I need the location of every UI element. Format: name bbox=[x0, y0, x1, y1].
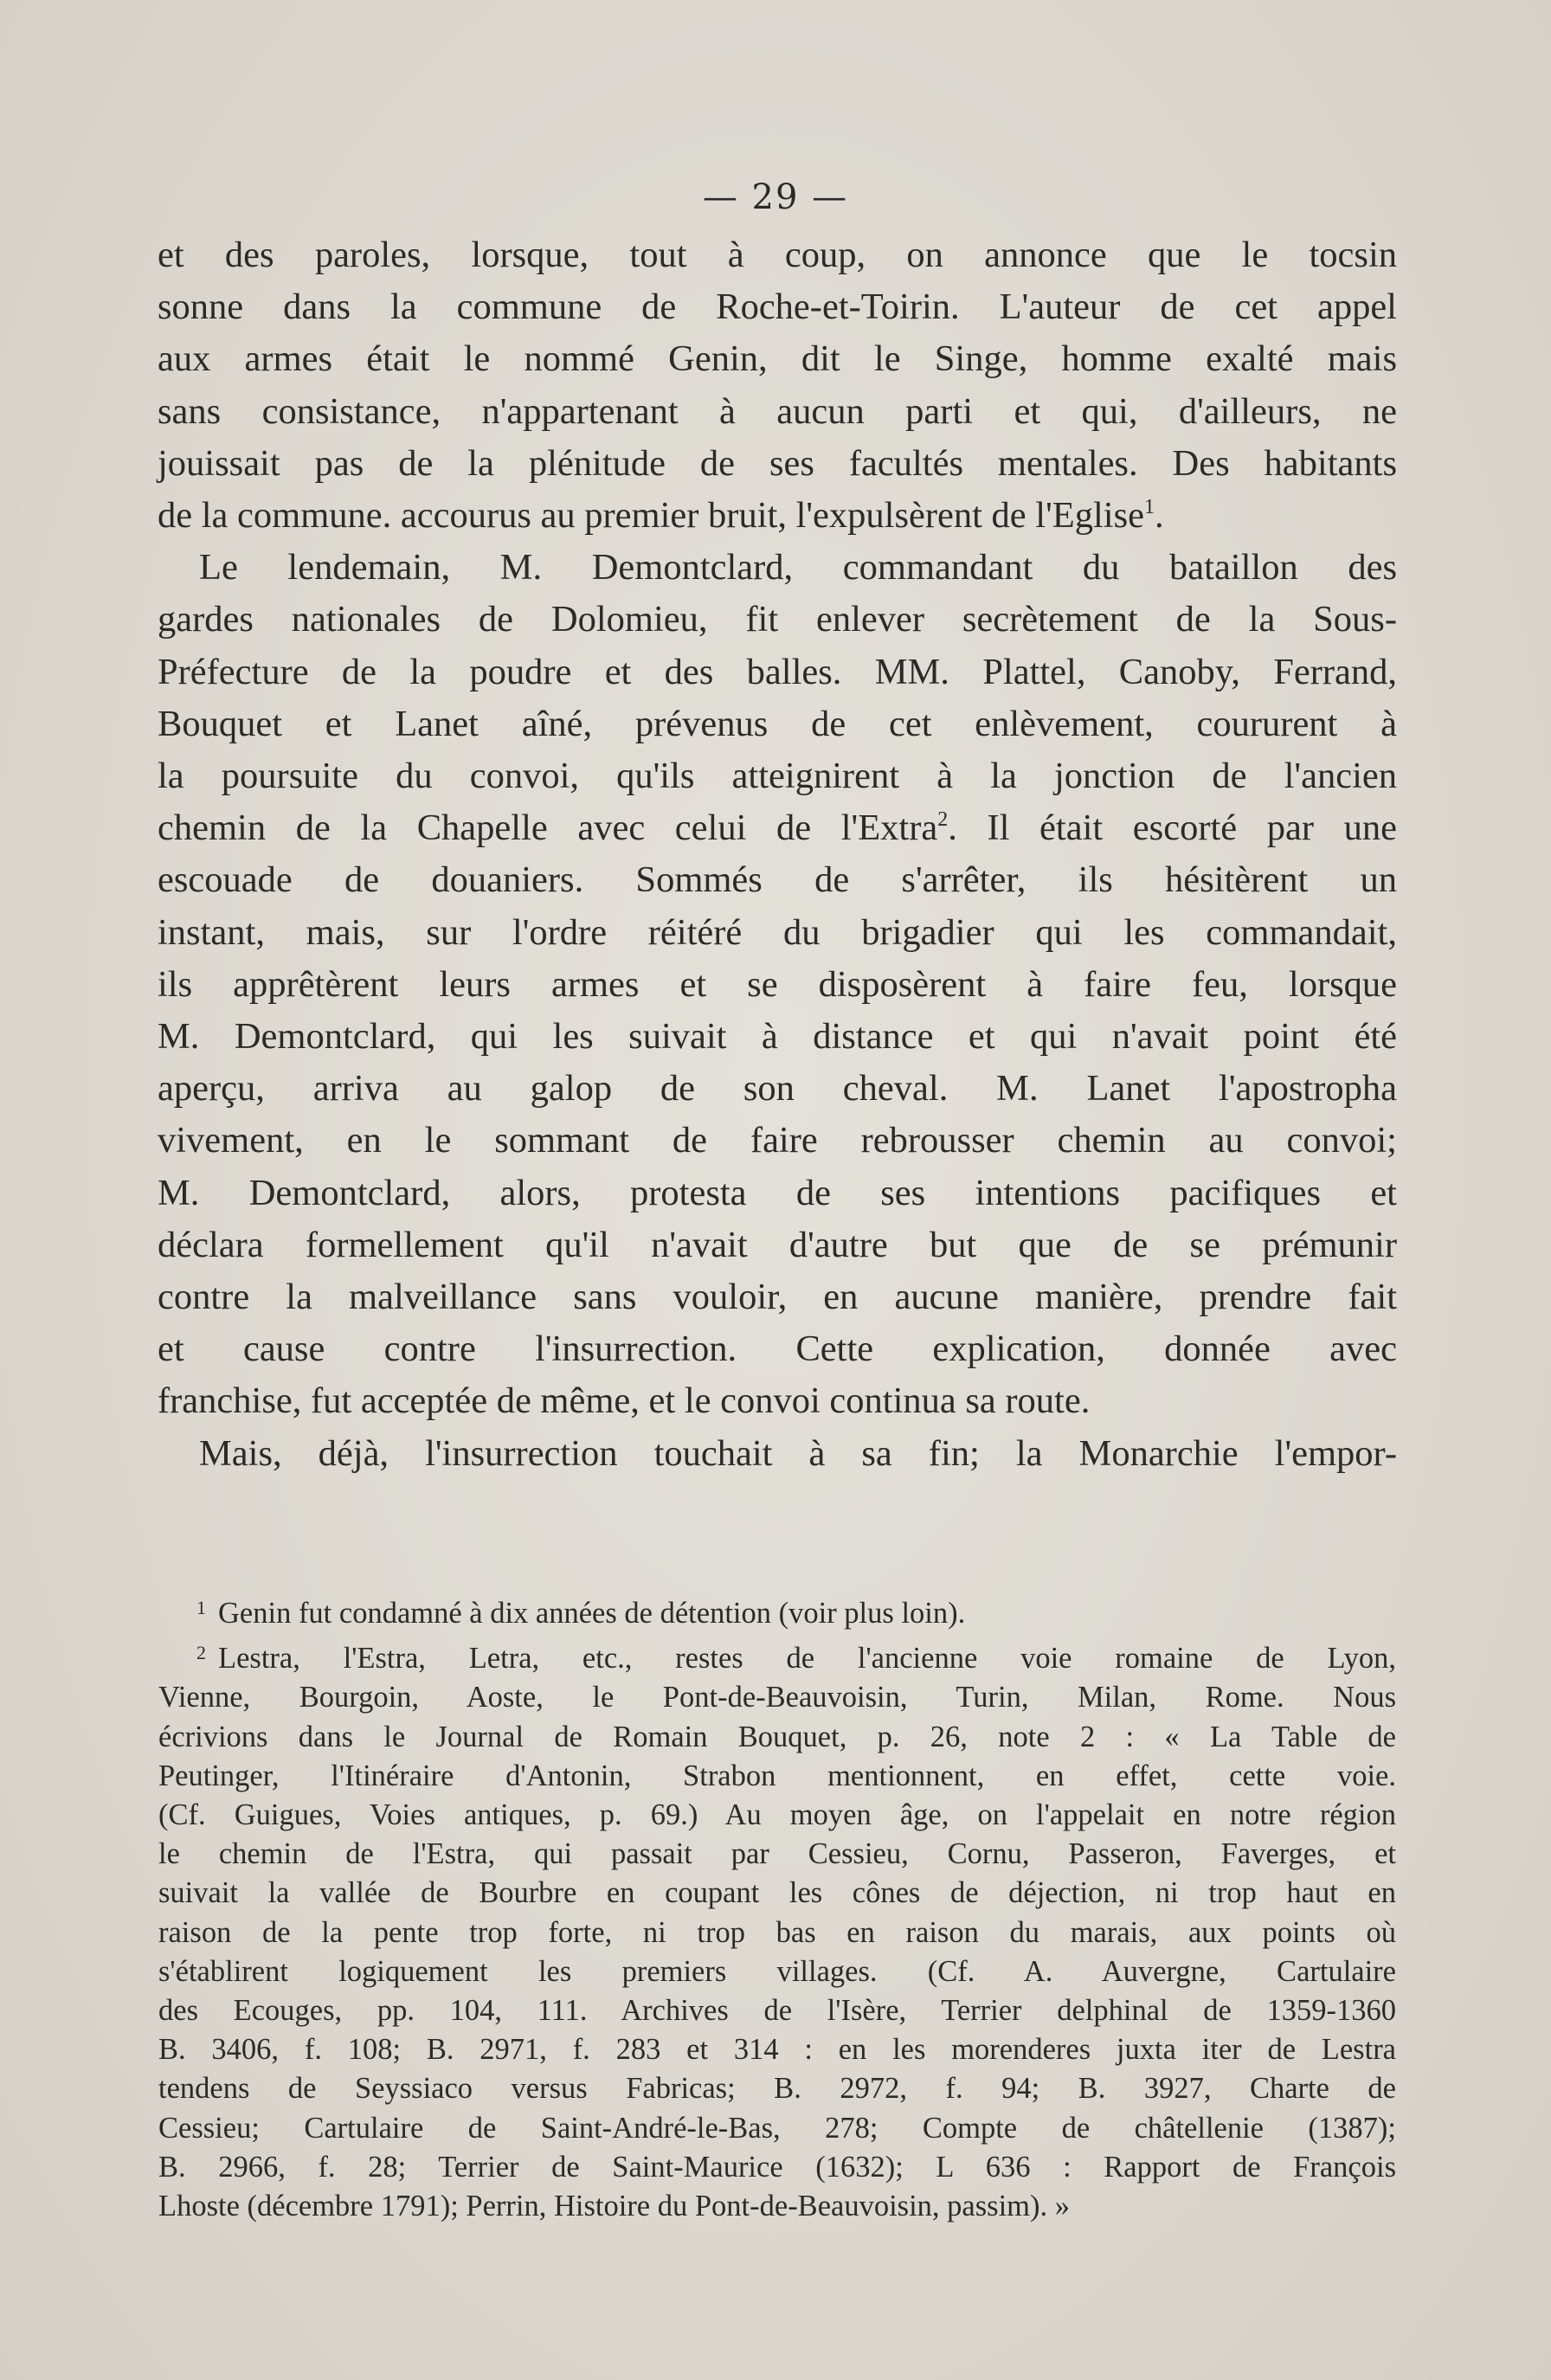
text-line: déclara formellement qu'il n'avait d'autre but que de se prémunir bbox=[158, 1224, 1397, 1265]
footnote-ref-1: 1 bbox=[1144, 496, 1155, 519]
text-line: aux armes était le nommé Genin, dit le Singe, homme exalté mais bbox=[158, 338, 1397, 380]
footnote-2-line: s'établirent logiquement les premiers villages. (Cf. A. Auvergne, Cartulaire bbox=[158, 1954, 1396, 1988]
text-line: la poursuite du convoi, qu'ils atteignirent à la jonction de l'ancien bbox=[158, 756, 1397, 797]
footnote-ref-2: 2 bbox=[937, 808, 949, 832]
text-line: sonne dans la commune de Roche-et-Toirin. L'auteur de cet appel bbox=[158, 286, 1397, 328]
text-line: de la commune. accourus au premier bruit, l'expulsèrent de l'Eglise$^1$. bbox=[158, 495, 1164, 537]
text-line: franchise, fut acceptée de même, et le convoi continua sa route. bbox=[158, 1380, 1091, 1422]
footnote-2-line: (Cf. Guigues, Voies antiques, p. 69.) Au moyen âge, on l'appelait en notre région bbox=[158, 1798, 1396, 1832]
footnote-2-line: suivait la vallée de Bourbre en coupant les cônes de déjection, ni trop haut en bbox=[158, 1876, 1396, 1910]
text-line bbox=[158, 802, 1397, 854]
text-line-content: de la commune. accourus au premier bruit, l'expulsèrent de l'Eglise bbox=[158, 495, 1144, 537]
footnote-2-line bbox=[158, 1633, 1396, 1678]
footnotes bbox=[158, 1588, 1396, 2226]
text-line: escouade de douaniers. Sommés de s'arrêter, ils hésitèrent un bbox=[158, 859, 1397, 901]
footnote-2-line: Peutinger, l'Itinéraire d'Antonin, Strabon mentionnent, en effet, cette voie. bbox=[158, 1759, 1396, 1792]
text-line: contre la malveillance sans vouloir, en aucune manière, prendre fait bbox=[158, 1277, 1397, 1318]
footnote-2-line: Vienne, Bourgoin, Aoste, le Pont-de-Beauvoisin, Turin, Milan, Rome. Nous bbox=[158, 1681, 1396, 1714]
text-line: sans consistance, n'appartenant à aucun parti et qui, d'ailleurs, ne bbox=[158, 390, 1397, 432]
footnote-2-line: le chemin de l'Estra, qui passait par Cessieu, Cornu, Passeron, Faverges, et bbox=[158, 1837, 1396, 1871]
page-number: — 29 — bbox=[702, 177, 849, 217]
text-line: Préfecture de la poudre et des balles. MM. Plattel, Canoby, Ferrand, bbox=[158, 651, 1397, 692]
text-line: M. Demontclard, qui les suivait à distance et qui n'avait point été bbox=[158, 1016, 1397, 1058]
text-line: vivement, en le sommant de faire rebrousser chemin au convoi; bbox=[158, 1120, 1397, 1161]
text-line: et cause contre l'insurrection. Cette explication, donnée avec bbox=[158, 1328, 1397, 1370]
footnote-text: Genin fut condamné à dix années de détention (voir plus loin). bbox=[218, 1597, 966, 1630]
text-line: gardes nationales de Dolomieu, fit enlever secrètement de la Sous- bbox=[158, 599, 1397, 640]
text-line: ils apprêtèrent leurs armes et se disposèrent à faire feu, lorsque bbox=[158, 963, 1397, 1005]
text-line: M. Demontclard, alors, protesta de ses intentions pacifiques et bbox=[158, 1172, 1397, 1213]
text-line: Bouquet et Lanet aîné, prévenus de cet enlèvement, coururent à bbox=[158, 703, 1397, 744]
footnote-text: Lestra, l'Estra, Letra, etc., restes de l'ancienne voie romaine de Lyon, bbox=[218, 1642, 1396, 1676]
text-line: instant, mais, sur l'ordre réitéré du brigadier qui les commandait, bbox=[158, 911, 1397, 953]
footnote-2-line: écrivions dans le Journal de Romain Bouquet, p. 26, note 2 : « La Table de bbox=[158, 1720, 1396, 1753]
footnote-mark: 1 bbox=[196, 1597, 206, 1618]
footnote-2-line: B. 3406, f. 108; B. 2971, f. 283 et 314 : en les morenderes juxta iter de Lestra bbox=[158, 2033, 1396, 2067]
text-line: et des paroles, lorsque, tout à coup, on annonce que le tocsin bbox=[158, 235, 1397, 275]
footnote-2-line: tendens de Seyssiaco versus Fabricas; B. 2972, f. 94; B. 3927, Charte de bbox=[158, 2072, 1396, 2106]
text-line: jouissait pas de la plénitude de ses facultés mentales. Des habitants bbox=[158, 442, 1397, 484]
text-line: Mais, déjà, l'insurrection touchait à sa fin; la Monarchie l'empor- bbox=[199, 1432, 1397, 1474]
footnote-2-line: raison de la pente trop forte, ni trop bas en raison du marais, aux points où bbox=[158, 1915, 1396, 1949]
footnote-2-line: B. 2966, f. 28; Terrier de Saint-Maurice (1632); L 636 : Rapport de François bbox=[158, 2150, 1396, 2184]
text-line-content: chemin de la Chapelle avec celui de l'Extra bbox=[158, 807, 938, 849]
text-line-tail: . Il était escorté par une bbox=[948, 807, 1397, 849]
footnote-2-line: Lhoste (décembre 1791); Perrin, Histoire du Pont-de-Beauvoisin, passim). » bbox=[158, 2190, 1070, 2223]
footnote-2-line: Cessieu; Cartulaire de Saint-André-le-Bas, 278; Compte de châtellenie (1387); bbox=[158, 2111, 1396, 2145]
text-line: Le lendemain, M. Demontclard, commandant du bataillon des bbox=[199, 547, 1397, 589]
footnote-1 bbox=[158, 1588, 1396, 1633]
footnote-2-line: des Ecouges, pp. 104, 111. Archives de l'Isère, Terrier delphinal de 1359-1360 bbox=[158, 1994, 1396, 2028]
body-text bbox=[158, 229, 1397, 1480]
text-line: aperçu, arriva au galop de son cheval. M. Lanet l'apostropha bbox=[158, 1068, 1397, 1110]
footnote-mark: 2 bbox=[196, 1642, 206, 1664]
